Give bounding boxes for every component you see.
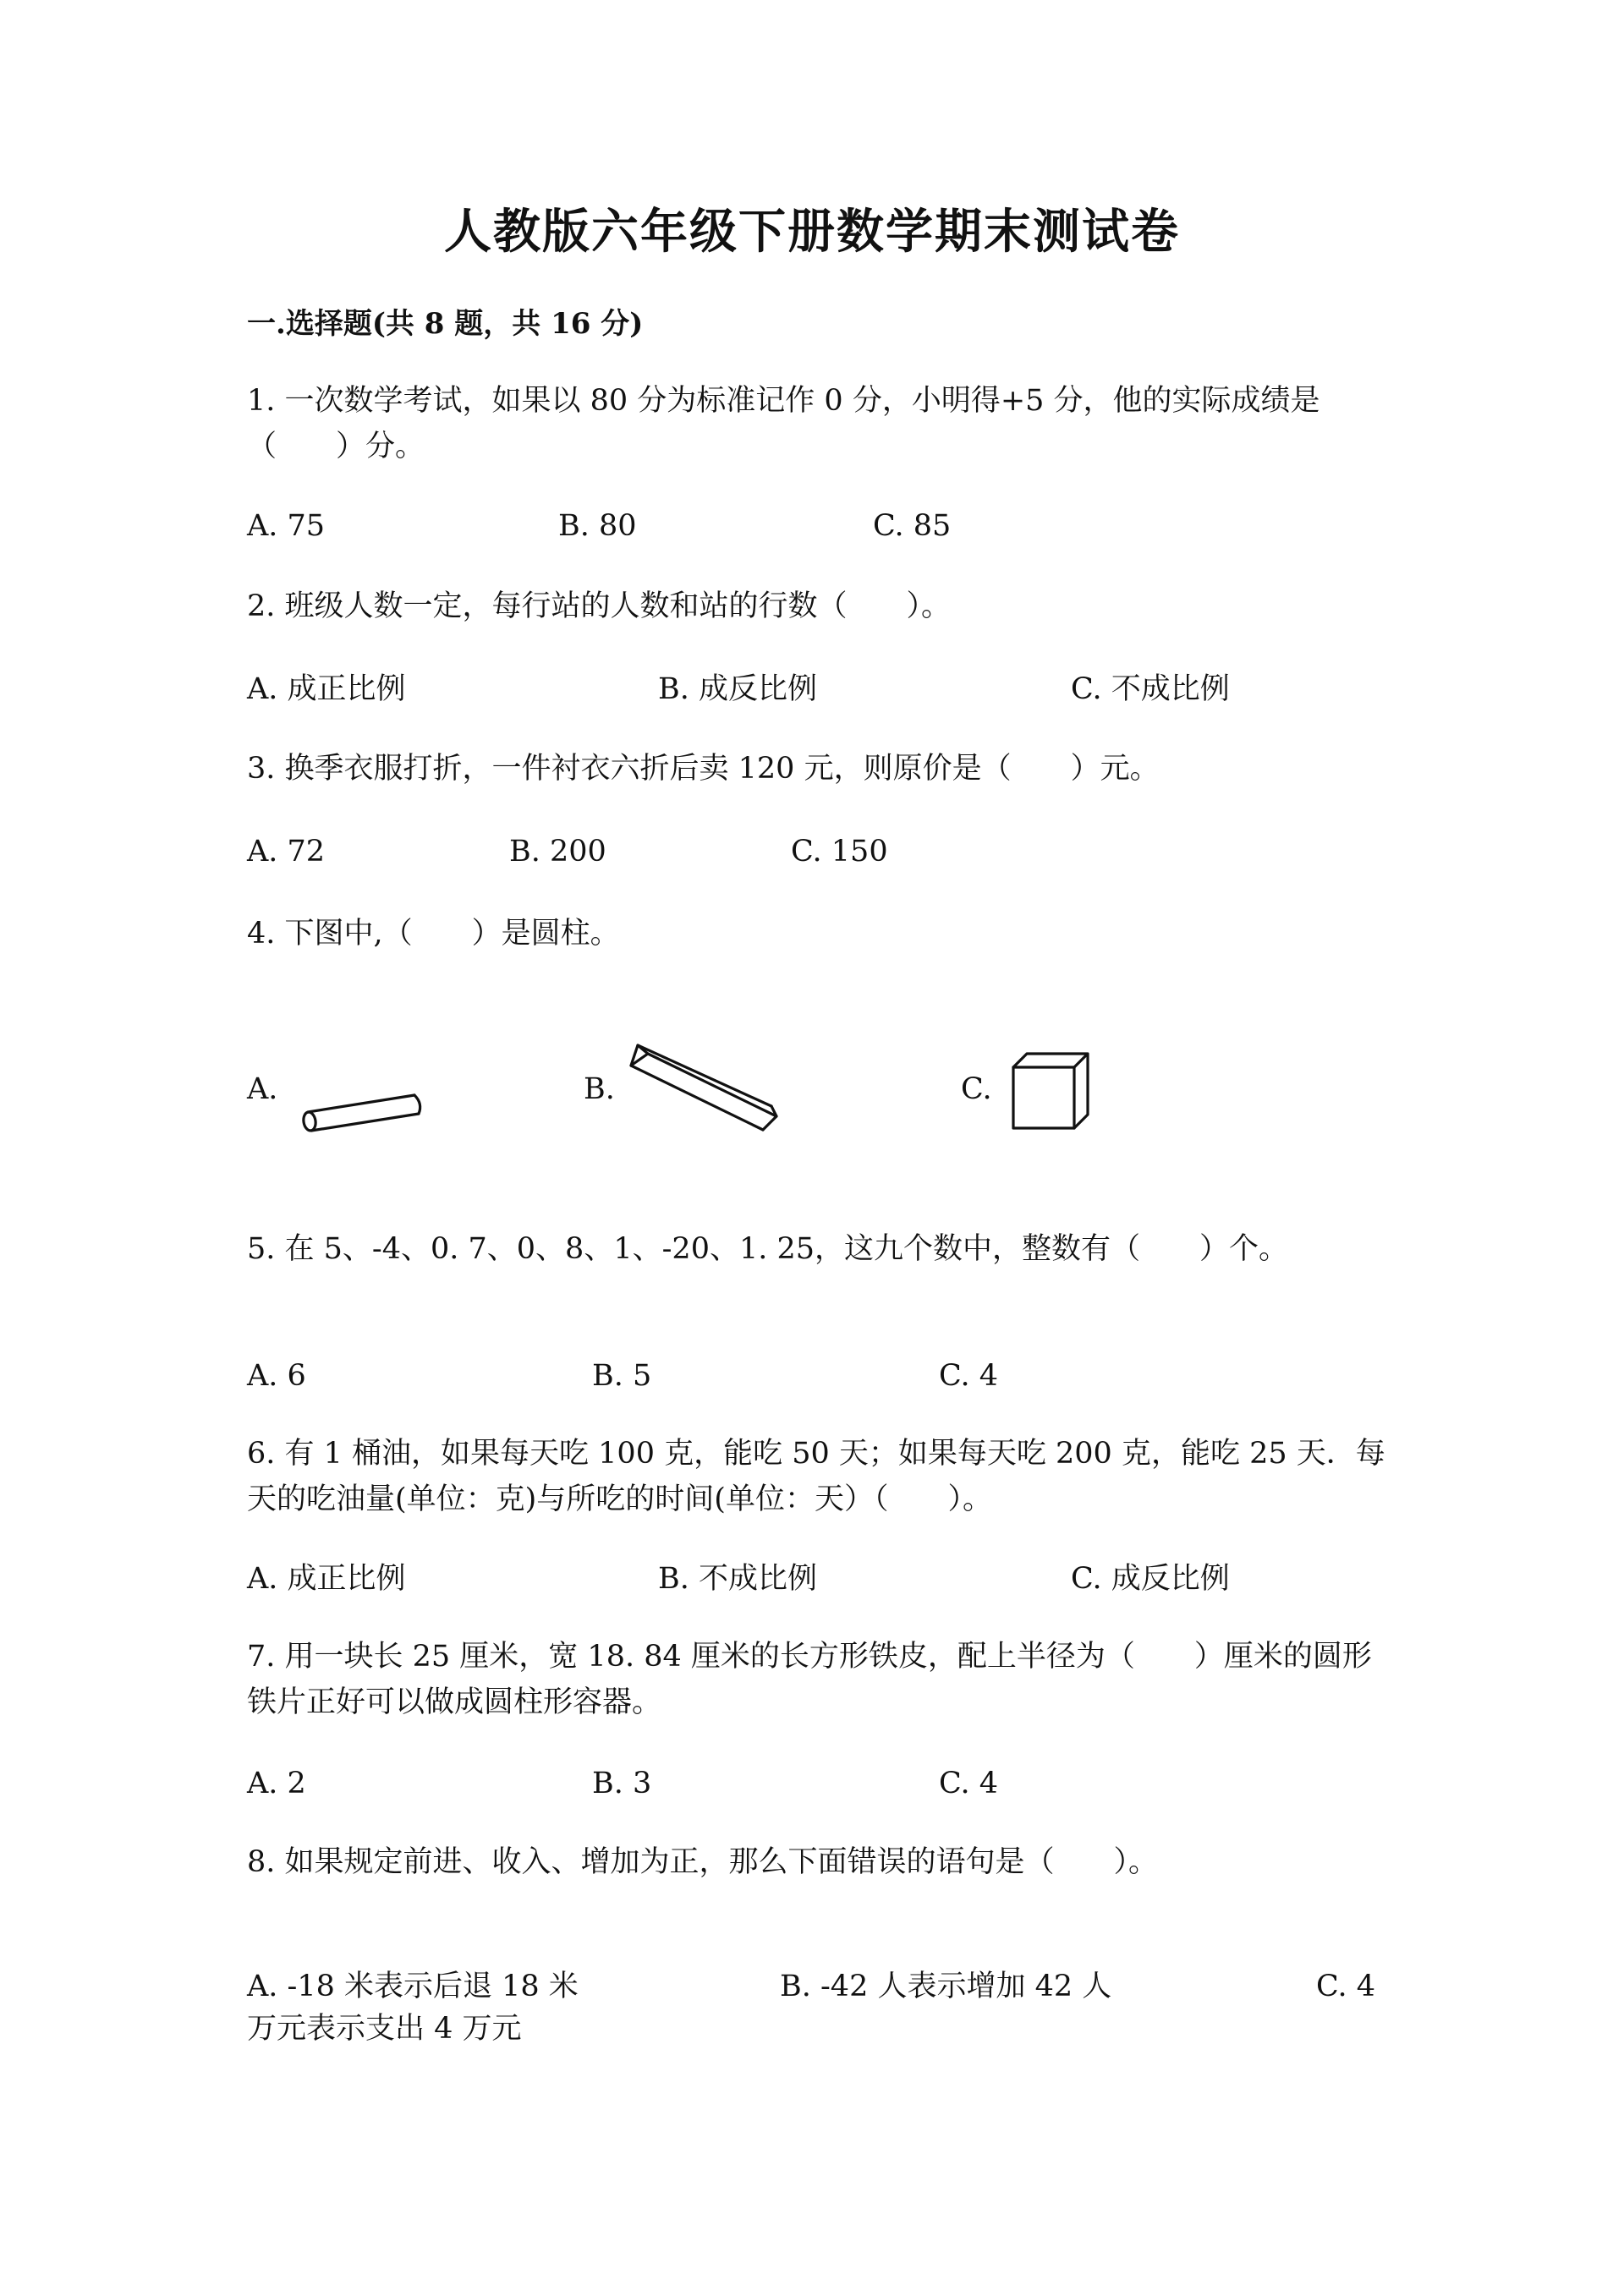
q2-option-a[interactable]: A. 成正比例 [247, 672, 406, 706]
q4-option-b[interactable]: B. [584, 1072, 615, 1106]
section-heading: 一.选择题(共 8 题，共 16 分) [247, 307, 644, 341]
page-title: 人教版六年级下册数学期末测试卷 [444, 204, 1180, 260]
question-8: 8. 如果规定前进、收入、增加为正，那么下面错误的语句是（ ）。 [247, 1845, 1159, 1879]
q7-option-c[interactable]: C. 4 [939, 1767, 999, 1800]
q3-option-a[interactable]: A. 72 [247, 835, 326, 869]
q8-option-c-continuation: 万元表示支出 4 万元 [247, 2012, 522, 2046]
question-4: 4. 下图中,（ ）是圆柱。 [247, 917, 620, 951]
question-5: 5. 在 5、-4、0. 7、0、8、1、-20、1. 25，这九个数中，整数有（ ）个。 [247, 1232, 1289, 1266]
question-1: 1. 一次数学考试，如果以 80 分为标准记作 0 分，小明得+5 分，他的实际成绩是（ ）分。 [247, 384, 1320, 463]
q3-option-c[interactable]: C. 150 [791, 835, 888, 869]
triangular-prism-icon [626, 1038, 787, 1140]
q7-option-a[interactable]: A. 2 [247, 1767, 306, 1800]
q3-option-b[interactable]: B. 200 [509, 835, 606, 869]
q2-option-b[interactable]: B. 成反比例 [658, 672, 817, 706]
q1-option-a[interactable]: A. 75 [247, 509, 326, 543]
q1-option-c[interactable]: C. 85 [873, 509, 952, 543]
question-7: 7. 用一块长 25 厘米，宽 18. 84 厘米的长方形铁皮，配上半径为（ ）厘米的圆形铁片正好可以做成圆柱形容器。 [247, 1640, 1372, 1719]
q7-option-b[interactable]: B. 3 [592, 1767, 652, 1800]
q6-option-a[interactable]: A. 成正比例 [247, 1562, 406, 1596]
cube-icon [1008, 1049, 1093, 1133]
cylinder-icon [296, 1087, 431, 1137]
question-6: 6. 有 1 桶油，如果每天吃 100 克，能吃 50 天；如果每天吃 200 克，能吃 25 天．每天的吃油量(单位：克)与所吃的时间(单位：天）（ ）。 [247, 1437, 1385, 1516]
q5-option-a[interactable]: A. 6 [247, 1359, 306, 1393]
q4-option-c[interactable]: C. [961, 1072, 992, 1106]
q8-option-a[interactable]: A. -18 米表示后退 18 米 [247, 1970, 579, 2003]
q6-option-b[interactable]: B. 不成比例 [658, 1562, 817, 1596]
q5-option-c[interactable]: C. 4 [939, 1359, 999, 1393]
q8-option-b[interactable]: B. -42 人表示增加 42 人 [780, 1970, 1112, 2003]
question-3: 3. 换季衣服打折，一件衬衣六折后卖 120 元，则原价是（ ）元。 [247, 752, 1160, 786]
q8-option-c[interactable]: C. 4 [1316, 1970, 1376, 2003]
q4-option-a[interactable]: A. [247, 1072, 278, 1106]
q5-option-b[interactable]: B. 5 [592, 1359, 652, 1393]
q6-option-c[interactable]: C. 成反比例 [1071, 1562, 1230, 1596]
question-2: 2. 班级人数一定，每行站的人数和站的行数（ ）。 [247, 589, 952, 623]
q1-option-b[interactable]: B. 80 [558, 509, 637, 543]
q2-option-c[interactable]: C. 不成比例 [1071, 672, 1230, 706]
